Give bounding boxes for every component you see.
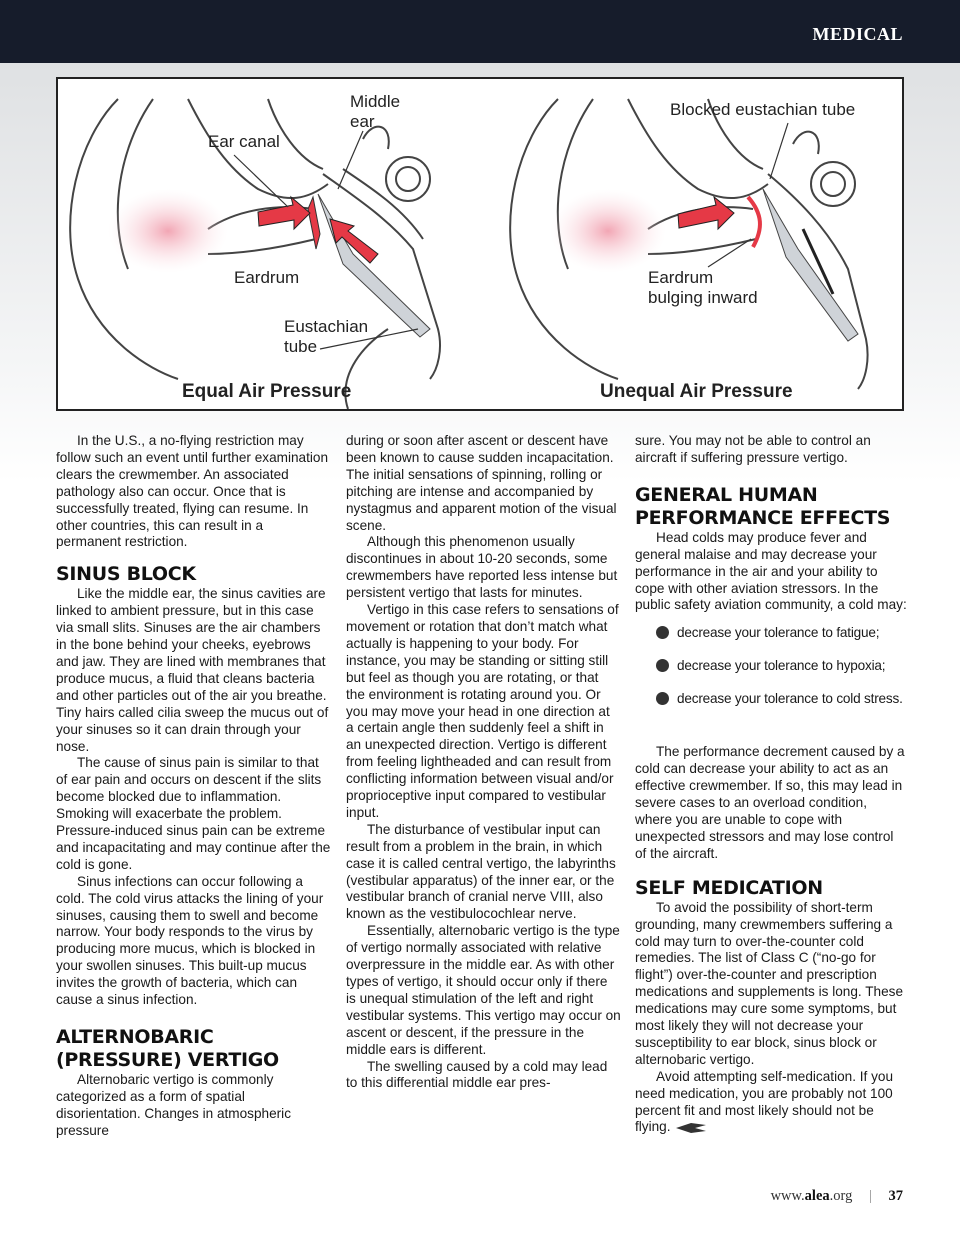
cold-effects-list	[635, 625, 907, 724]
col3-paragraph-1: sure. You may not be able to control an aircraft if suffering pressure vertigo.	[635, 433, 871, 465]
left-label-middle-2: ear	[350, 112, 375, 131]
col1-paragraph-4: Sinus infections can occur following a cold. The cold virus attacks the lining of your sinuses, causing them to swell and become narrow. Your body responds to the virus by producing more mucus, which is blocked in your swollen sinuses. This built-up mucus invites the growth of bacteria, which can cause a sinus infection.	[56, 873, 324, 1008]
heading-ghp-line-2: PERFORMANCE EFFECTS	[635, 506, 891, 529]
right-label-blocked: Blocked eustachian tube	[670, 100, 856, 119]
col2-paragraph-1: during or soon after ascent or descent have been known to cause sudden incapacitation. The initial sensations of spinning, rolling or pitching are intense and accompanied by nystagmus and apparent motion of the visual scene.	[346, 433, 617, 533]
heading-sinus-block: SINUS BLOCK	[56, 563, 196, 586]
footer-separator: |	[868, 1188, 872, 1204]
left-ear-canal-pointer	[234, 155, 288, 207]
col1-paragraph-2: Like the middle ear, the sinus cavities are linked to ambient pressure, but in this case via small slits. Sinuses are the air chambers in the bone behind your cheeks, eyebrows and jaw. They are lined with membranes that produce mucus, a fluid that cleans bacteria and other particles out of the air you breathe. Tiny hairs called cilia sweep the mucus out of your sinuses so it can drain through your nose.	[56, 586, 329, 754]
col1-paragraph-5: Alternobaric vertigo is commonly categorized as a form of spatial disorientation. Changes in atmospheric pressure	[56, 1072, 292, 1138]
heading-self-medication: SELF MEDICATION	[635, 876, 823, 899]
right-blocked-pointer	[770, 123, 788, 179]
list-item: decrease your tolerance to hypoxia;	[635, 658, 907, 691]
col3-paragraph-5	[635, 1069, 907, 1137]
left-label-eustachian-2: tube	[284, 337, 318, 356]
left-label-ear-canal: Ear canal	[208, 132, 280, 151]
col3-paragraph-2: Head colds may produce fever and general malaise and may decrease your performance in the air and your ability to cope with other aviation stressors. In the public safety aviation community, a cold may:	[635, 529, 907, 613]
heading-alternobaric-line-1: ALTERNOBARIC	[56, 1026, 214, 1048]
section-title: MEDICAL	[812, 24, 903, 44]
heading-general-human-performance	[635, 484, 907, 530]
page-number: 37	[888, 1188, 903, 1204]
col2-paragraph-4: The disturbance of vestibular input can result from a problem in the brain, in which case it is called central vertigo, the labyrinths (vestibular apparatus) of the inner ear, or the vestibular branch of cranial nerve VIII, also known as the vestibulocochlear nerve.	[346, 821, 616, 922]
col2-paragraph-2: Although this phenomenon usually discontinues in about 10-20 seconds, some crewmembers have reported less intense but persistent vertigo that lasts for minutes.	[346, 534, 618, 601]
heading-ghp-line-1: GENERAL HUMAN	[635, 483, 818, 506]
column-3	[635, 433, 907, 1136]
left-eustachian-tube	[318, 194, 430, 337]
heading-alternobaric-line-2: (PRESSURE) VERTIGO	[56, 1049, 279, 1071]
col2-paragraph-6: The swelling caused by a cold may lead to this differential middle ear pres-	[346, 1058, 608, 1091]
footer-url-brand: alea	[804, 1188, 830, 1204]
col2-paragraph-3: Vertigo in this case refers to sensations of movement or rotation that don’t match what actually is happening to your body. For instance, you may be standing or sitting still but feel as though you are rotating, or that the environment is rotating around you. Or you may move your head in one direction at a certain angle then suddenly feel a shift in an unexpected direction. Vertigo is different from feeling lightheaded and can result from conflicting information between visual and/or proprioceptive input compared to vestibular input.	[346, 602, 619, 820]
list-item: decrease your tolerance to cold stress.	[635, 691, 907, 724]
heading-alternobaric-vertigo	[56, 1026, 331, 1072]
list-item: decrease your tolerance to fatigue;	[635, 625, 907, 658]
right-outer-arrow	[678, 197, 734, 229]
header-bar	[0, 0, 960, 63]
right-caption: Unequal Air Pressure	[600, 381, 793, 402]
left-ear-canal-shading	[108, 189, 228, 273]
right-eardrum-pointer	[708, 239, 751, 267]
footer-url[interactable]	[771, 1188, 853, 1204]
left-outer-arrow	[258, 197, 310, 229]
left-label-middle-1: Middle	[350, 92, 401, 111]
footer-url-suffix: .org	[829, 1188, 853, 1204]
right-ear-canal-shading	[550, 189, 666, 273]
ear-diagram	[58, 79, 902, 409]
footer-url-prefix: www.	[770, 1188, 805, 1204]
column-2	[346, 433, 621, 1092]
col3-paragraph-3: The performance decrement caused by a cold can decrease your ability to act as an effective crewmember. If so, this may lead in severe cases to an overload condition, where you are unable to cope with unexpected stressors and may lose control of the aircraft.	[635, 744, 905, 861]
right-eustachian-tube	[763, 189, 858, 341]
col2-paragraph-5: Essentially, alternobaric vertigo is the type of vertigo normally associated with relative overpressure in the middle ear. As with other types of vertigo, it should occur only if there is unequal stimulation of the left and right vestibular systems. This vertigo may occur on ascent or descent, if the pressure in the middle ears is different.	[346, 923, 621, 1057]
left-caption: Equal Air Pressure	[182, 381, 352, 402]
col3-paragraph-4: To avoid the possibility of short-term grounding, many crewmembers suffering a cold may turn to over-the-counter cold remedies. The list of Class C (“no-go for flight”) over-the-counter and prescription medications and supplements is long. These medications may cure some symptoms, but most likely they will not decrease your susceptibility to ear block, sinus block or alternobaric vertigo.	[635, 899, 904, 1067]
article-end-icon	[675, 1122, 707, 1134]
left-label-eustachian-1: Eustachian	[284, 317, 369, 336]
col3-paragraph-5-text: Avoid attempting self-medication. If you need medication, you are probably not 100 percent fit and most likely should not be flying.	[635, 1068, 894, 1135]
col1-paragraph-3: The cause of sinus pain is similar to that of ear pain and occurs on descent if the slits become blocked due to inflammation. Smoking will exacerbate the problem. Pressure-induced sinus pain can be extreme and incapacitating and may continue after the cold is gone.	[56, 755, 331, 872]
left-label-eardrum: Eardrum	[234, 268, 300, 287]
page-footer	[771, 1188, 903, 1205]
ear-pressure-figure	[56, 77, 904, 411]
right-label-eardrum-1: Eardrum	[648, 268, 714, 287]
right-label-eardrum-2: bulging inward	[648, 288, 758, 307]
column-1	[56, 433, 331, 1140]
col1-paragraph-1: In the U.S., a no-flying restriction may follow such an event until further examination clears the crewmember. An associated pathology also can occur. Once that is successfully treated, flying can resume. In other countries, this can result in a permanent restriction.	[56, 433, 329, 550]
